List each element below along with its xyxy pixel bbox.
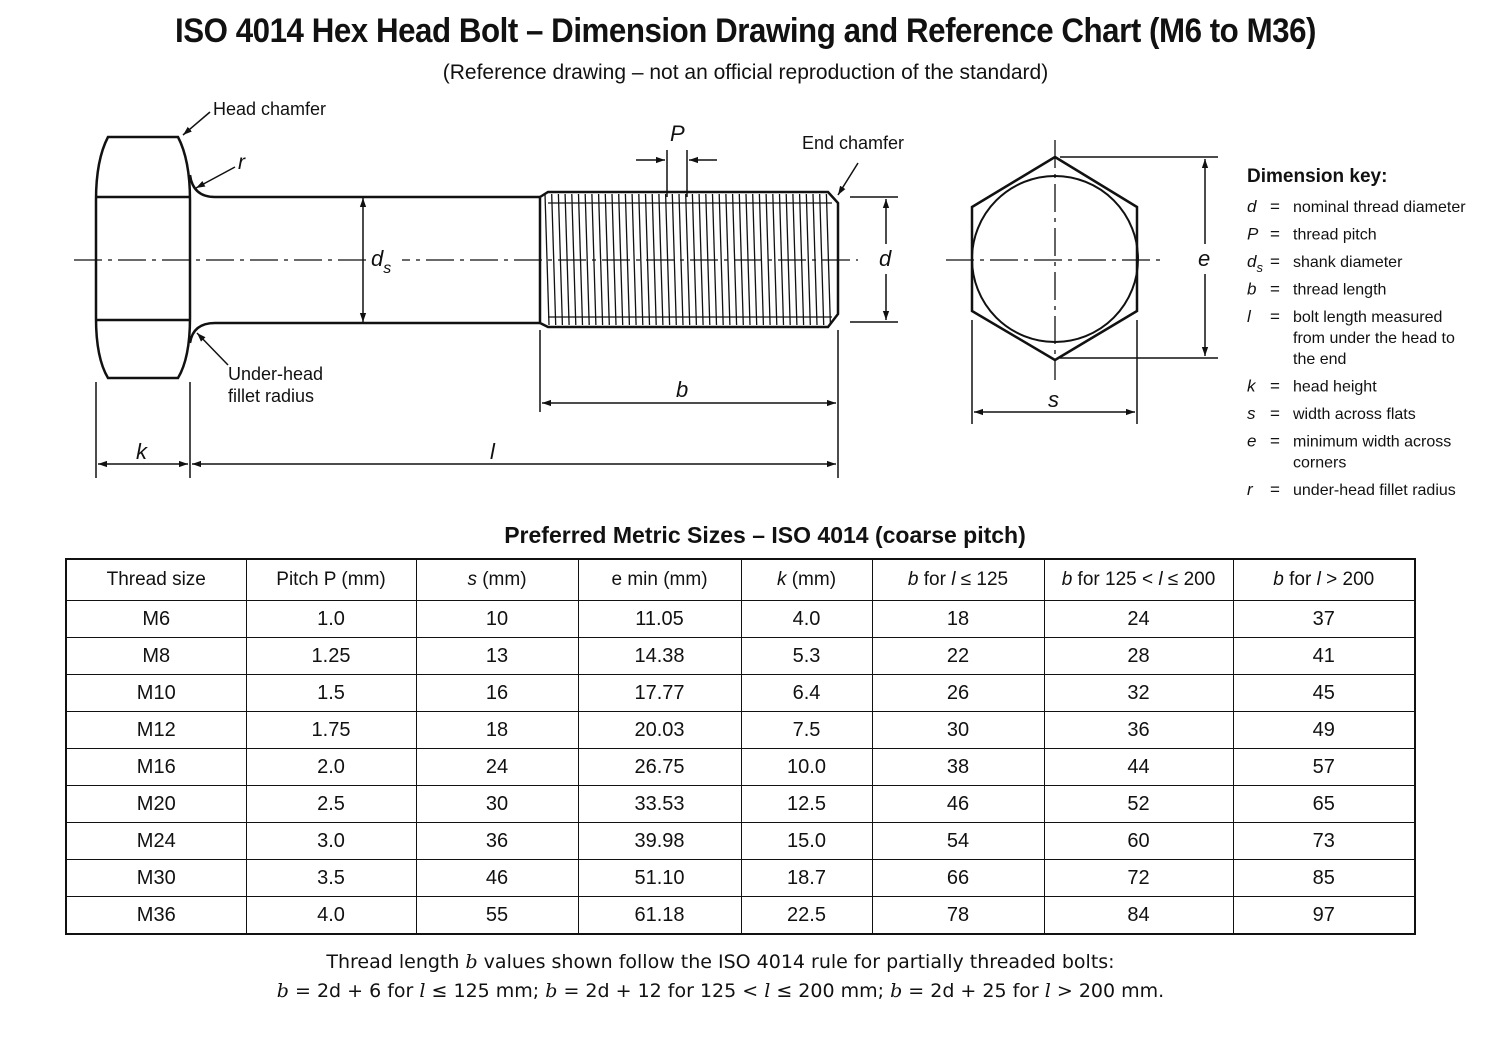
key-equals: = [1270, 431, 1280, 451]
key-symbol: $d_s$ [1247, 252, 1263, 275]
table-cell: 4.0 [246, 897, 416, 935]
table-cell: M36 [66, 897, 246, 935]
table-row [66, 601, 1415, 638]
table-cell: 24 [416, 749, 578, 786]
footnote-line-1: Thread length b values shown follow the ISO 4014 rule for partially threaded bolts: [326, 951, 1115, 973]
table-cell: 2.5 [246, 786, 416, 823]
table-cell: 17.77 [578, 675, 741, 712]
key-description: under-head fillet radius [1293, 482, 1456, 499]
d-label: d [879, 246, 892, 271]
table-cell: 30 [872, 712, 1044, 749]
ds-sub: s [383, 260, 392, 277]
table-cell: 3.0 [246, 823, 416, 860]
table-cell: 15.0 [741, 823, 872, 860]
table-cell: 2.0 [246, 749, 416, 786]
key-item [1247, 225, 1377, 244]
table-cell: 38 [872, 749, 1044, 786]
table-cell: 66 [872, 860, 1044, 897]
page-subtitle: (Reference drawing – not an official reproduction of the standard) [442, 61, 1049, 84]
table-cell: 13 [416, 638, 578, 675]
s-label: s [1048, 387, 1059, 412]
under-head-label-1: Under-head [228, 364, 324, 384]
table-cell: 16 [416, 675, 578, 712]
thread-line [806, 194, 810, 325]
key-equals: = [1270, 224, 1280, 244]
ds-main: d [371, 246, 384, 271]
table-cell: 36 [416, 823, 578, 860]
header-b1: b for l ≤ 125 [872, 559, 1044, 601]
table-cell: 84 [1044, 897, 1233, 935]
header-pitch: Pitch P (mm) [246, 559, 416, 601]
key-symbol: r [1247, 480, 1253, 499]
table-cell: 18.7 [741, 860, 872, 897]
table-cell: 49 [1233, 712, 1415, 749]
footnote-line-2: b = 2d + 6 for l ≤ 125 mm; b = 2d + 12 for 125 < l ≤ 200 mm; b = 2d + 25 for l > 200 mm. [276, 980, 1165, 1002]
table-cell: 1.5 [246, 675, 416, 712]
key-symbol: P [1247, 224, 1259, 244]
bolt-drawing [0, 0, 1491, 520]
table-cell: 60 [1044, 823, 1233, 860]
table-cell: 57 [1233, 749, 1415, 786]
table-cell: 44 [1044, 749, 1233, 786]
bolt-shank [190, 175, 540, 197]
header-e: e min (mm) [578, 559, 741, 601]
thread-line [686, 194, 690, 325]
table-row [66, 860, 1415, 897]
e-label: e [1198, 246, 1211, 271]
table-cell: 11.05 [578, 601, 741, 638]
table-cell: 72 [1044, 860, 1233, 897]
table-cell: 10.0 [741, 749, 872, 786]
table-row [66, 638, 1415, 675]
r-label: r [238, 151, 245, 174]
table-cell: M12 [66, 712, 246, 749]
key-description: nominal thread diameter [1293, 199, 1466, 216]
header-b2: b for 125 < l ≤ 200 [1044, 559, 1233, 601]
table-cell: 52 [1044, 786, 1233, 823]
table-cell: 61.18 [578, 897, 741, 935]
key-equals: = [1270, 307, 1280, 326]
key-description: bolt length measured [1293, 309, 1443, 326]
end-chamfer-label: End chamfer [802, 133, 905, 153]
table-row [66, 712, 1415, 749]
key-equals: = [1270, 404, 1280, 423]
table-cell: 41 [1233, 638, 1415, 675]
table-cell: 28 [1044, 638, 1233, 675]
key-description: minimum width across [1293, 433, 1452, 451]
table-cell: M30 [66, 860, 246, 897]
head-chamfer-label: Head chamfer [213, 99, 327, 119]
table-cell: 30 [416, 786, 578, 823]
table-cell: 3.5 [246, 860, 416, 897]
key-item [1247, 404, 1416, 423]
key-symbol: b [1247, 279, 1257, 299]
thread-line [773, 194, 777, 325]
key-symbol: e [1247, 431, 1257, 451]
table-cell: 73 [1233, 823, 1415, 860]
table-cell: 24 [1044, 601, 1233, 638]
table-title: Preferred Metric Sizes – ISO 4014 (coarse pitch) [504, 522, 1026, 548]
table-cell: 65 [1233, 786, 1415, 823]
table-cell: 10 [416, 601, 578, 638]
sizes-table [65, 558, 1416, 935]
header-k: k (mm) [741, 559, 872, 601]
key-equals: = [1270, 279, 1280, 299]
bolt-head [96, 137, 190, 378]
table-cell: 5.3 [741, 638, 872, 675]
table-cell: 1.0 [246, 601, 416, 638]
dimension-key [1247, 166, 1466, 499]
header-b3: b for l > 200 [1233, 559, 1415, 601]
table-cell: 45 [1233, 675, 1415, 712]
key-description: head height [1293, 378, 1377, 396]
table-cell: M20 [66, 786, 246, 823]
table-cell: 22.5 [741, 897, 872, 935]
table-cell: M10 [66, 675, 246, 712]
centerlines [74, 140, 1162, 380]
table-cell: 32 [1044, 675, 1233, 712]
key-item [1247, 377, 1377, 396]
k-label: k [136, 439, 147, 464]
table-row [66, 749, 1415, 786]
key-description: the end [1293, 351, 1347, 368]
table-cell: M6 [66, 601, 246, 638]
table-cell: M8 [66, 638, 246, 675]
key-item [1247, 432, 1451, 472]
under-head-label-2: fillet radius [228, 386, 315, 406]
table-cell: 37 [1233, 601, 1415, 638]
table-cell: 7.5 [741, 712, 872, 749]
page-title: ISO 4014 Hex Head Bolt – Dimension Drawing and Reference Chart (M6 to M36) [174, 12, 1317, 50]
key-symbol: d [1247, 197, 1257, 216]
key-symbol: s [1247, 404, 1256, 423]
key-item [1247, 252, 1403, 275]
table-cell: 18 [416, 712, 578, 749]
thread-line [719, 194, 723, 325]
table-cell: 51.10 [578, 860, 741, 897]
table-cell: 22 [872, 638, 1044, 675]
table-cell: 97 [1233, 897, 1415, 935]
table-cell: 6.4 [741, 675, 872, 712]
table-cell: 78 [872, 897, 1044, 935]
key-equals: = [1270, 197, 1280, 216]
table-cell: 26 [872, 675, 1044, 712]
table-row [66, 823, 1415, 860]
table-row [66, 786, 1415, 823]
l-label: l [490, 439, 495, 464]
key-item [1247, 307, 1455, 368]
key-item [1247, 280, 1386, 299]
key-equals: = [1270, 376, 1280, 396]
b-label: b [676, 377, 689, 402]
key-title: Dimension key: [1247, 166, 1388, 187]
p-label: P [670, 121, 685, 146]
table-cell: 20.03 [578, 712, 741, 749]
table-cell: 1.25 [246, 638, 416, 675]
key-symbol: k [1247, 376, 1256, 396]
table-cell: 1.75 [246, 712, 416, 749]
thread-line [552, 194, 556, 325]
table-header-row [66, 559, 1415, 601]
key-description: from under the head to [1293, 330, 1455, 347]
table-cell: 26.75 [578, 749, 741, 786]
key-description: thread pitch [1293, 226, 1377, 244]
table-cell: M24 [66, 823, 246, 860]
header-thread-size: Thread size [66, 559, 246, 601]
table-cell: 85 [1233, 860, 1415, 897]
header-s: s (mm) [416, 559, 578, 601]
table-cell: 54 [872, 823, 1044, 860]
key-description: shank diameter [1293, 254, 1403, 271]
key-item [1247, 197, 1466, 216]
table-cell: 18 [872, 601, 1044, 638]
table-cell: 46 [416, 860, 578, 897]
table-cell: 39.98 [578, 823, 741, 860]
table-cell: 33.53 [578, 786, 741, 823]
key-description: thread length [1293, 281, 1387, 299]
table-cell: 46 [872, 786, 1044, 823]
key-equals: = [1270, 480, 1280, 499]
table-cell: 36 [1044, 712, 1233, 749]
key-equals: = [1270, 252, 1280, 271]
table-cell: 14.38 [578, 638, 741, 675]
bolt-side-view [96, 137, 838, 378]
table-cell: M16 [66, 749, 246, 786]
table-row [66, 897, 1415, 935]
key-description: width across flats [1293, 406, 1416, 423]
table-row [66, 675, 1415, 712]
key-description: corners [1293, 454, 1347, 472]
table-cell: 4.0 [741, 601, 872, 638]
key-item [1247, 480, 1456, 499]
thread-line [632, 194, 636, 325]
key-symbol: l [1247, 307, 1251, 326]
table-cell: 12.5 [741, 786, 872, 823]
table-cell: 55 [416, 897, 578, 935]
footnote [0, 948, 1441, 1006]
